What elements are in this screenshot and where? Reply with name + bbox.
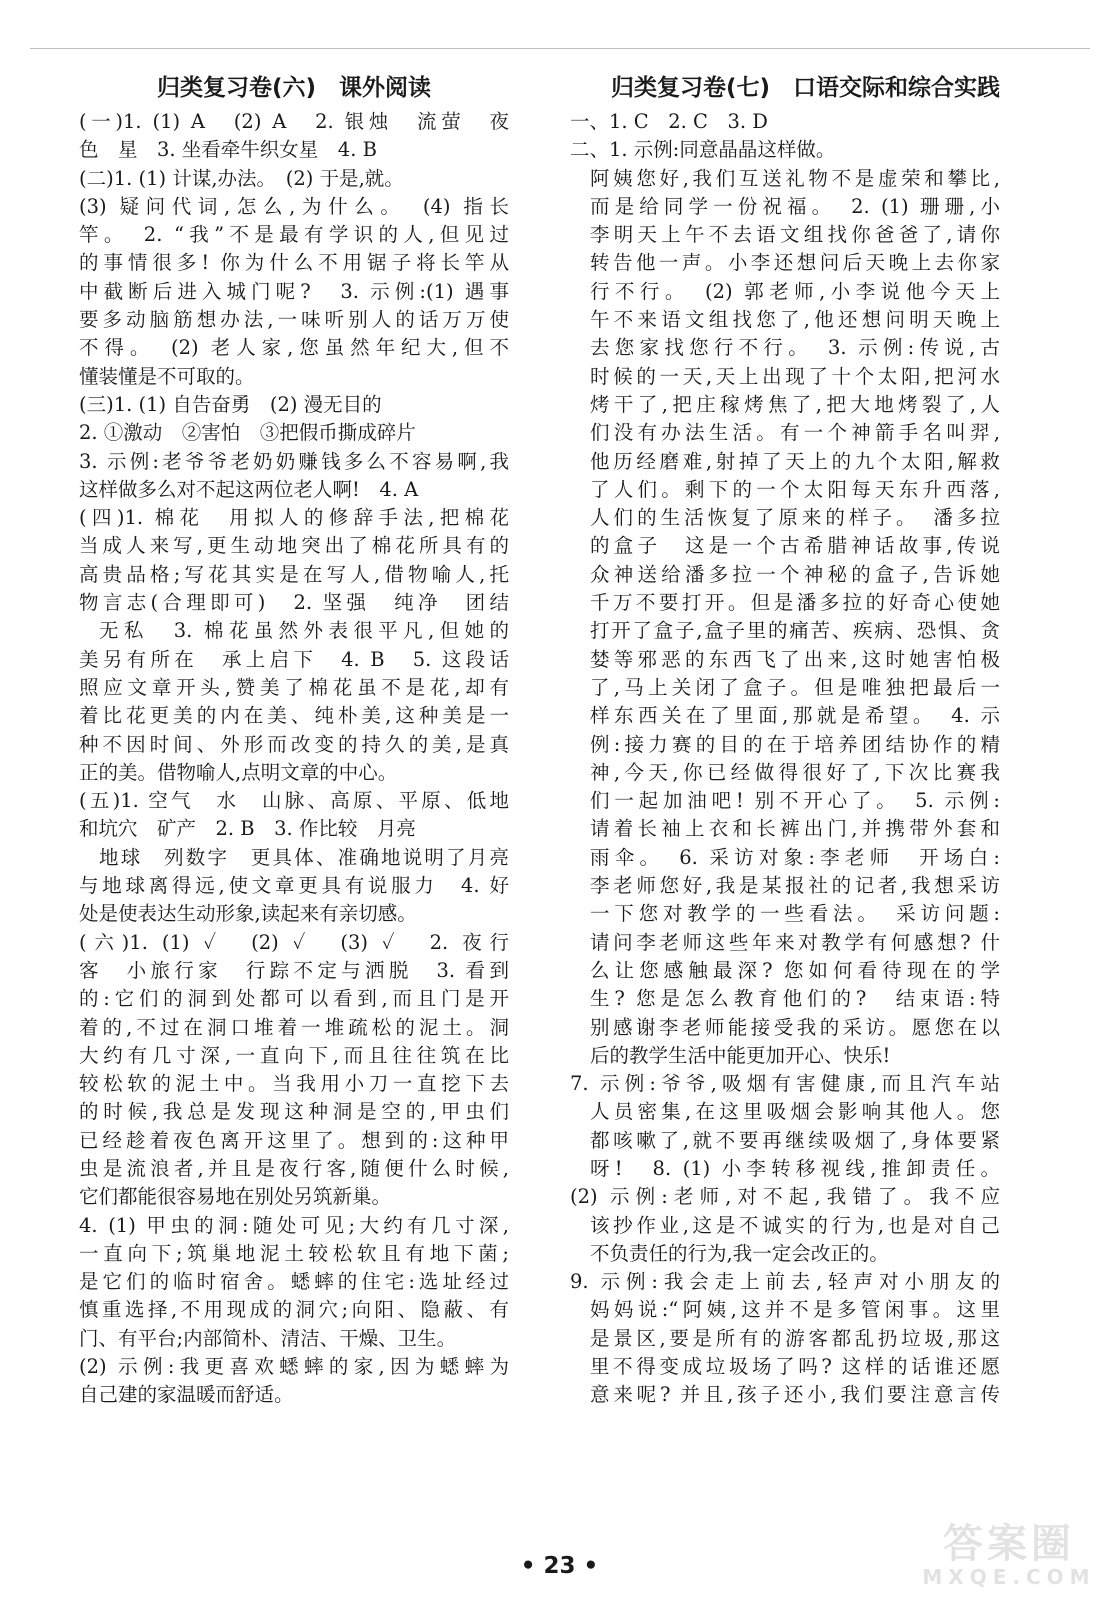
text-line: 请问李老师这些年来对教学有何感想? 什: [590, 930, 1000, 954]
section-heading-6: 归类复习卷(六) 课外阅读: [156, 75, 432, 101]
text-line: 的盒子 这是一个古希腊神话故事,传说: [590, 534, 1000, 558]
text-line: 生? 您是怎么教育他们的? 结束语:特: [590, 987, 1000, 1011]
text-line: 不负责任的行为,我一定会改正的。: [590, 1241, 889, 1265]
text-line: 和坑穴 矿产 2. B 3. 作比较 月亮: [79, 817, 416, 841]
text-line: (一)1. (1) A (2) A 2. 银烛 流萤 夜: [79, 110, 509, 133]
text-line: 不得。 (2) 老人家,您虽然年纪大,但不: [79, 336, 509, 360]
text-line: 人员密集,在这里吸烟会影响其他人。您: [590, 1100, 1000, 1124]
text-line: 虫是流浪者,并且是夜行客,随便什么时候,: [79, 1156, 509, 1180]
text-line: 的时候,我总是发现这种洞是空的,甲虫们: [79, 1100, 509, 1124]
text-line: 阿姨您好,我们互送礼物不是虚荣和攀比,: [590, 166, 1000, 190]
text-line: 是它们的临时宿舍。蟋蟀的住宅:选址经过: [79, 1270, 509, 1294]
text-line: 种不因时间、外形而改变的持久的美,是真: [79, 732, 509, 756]
left-column: [79, 72, 509, 1410]
text-line: 4. (1) 甲虫的洞:随处可见;大约有几寸深,: [79, 1213, 509, 1237]
text-line: 7. 示例:爷爷,吸烟有害健康,而且汽车站: [570, 1072, 1000, 1096]
text-line: 婪等邪恶的东西飞了出来,这时她害怕极: [590, 647, 1000, 671]
text-line: 李明天上午不去语文组找你爸爸了,请你: [590, 223, 1000, 247]
left-answer-text: [79, 108, 509, 1410]
text-line: (三)1. (1) 自告奋勇 (2) 漫无目的: [79, 392, 382, 416]
text-line: 二、1. 示例:同意晶晶这样做。: [570, 138, 836, 162]
text-line: (2) 示例:老师,对不起,我错了。我不应: [570, 1185, 1000, 1209]
text-line: 呀! 8. (1) 小李转移视线,推卸责任。: [590, 1156, 1000, 1180]
text-line: 竿。 2. “我”不是最有学识的人,但见过: [79, 223, 509, 247]
page-number: • 23 •: [520, 1553, 599, 1579]
right-answer-text: [570, 108, 1000, 1410]
section-heading-7: 归类复习卷(七) 口语交际和综合实践: [610, 75, 1000, 101]
text-line: 该抄作业,这是不诚实的行为,也是对自己: [590, 1213, 1000, 1237]
watermark-main: 答案圈: [943, 1521, 1075, 1567]
text-line: 的事情很多! 你为什么不用锯子将长竿从: [79, 251, 509, 275]
text-line: 意来呢? 并且,孩子还小,我们要注意言传: [590, 1383, 1000, 1407]
text-line: 大约有几寸深,一直向下,而且往往筑在比: [79, 1043, 509, 1067]
text-line: 2. ①激动 ②害怕 ③把假币撕成碎片: [79, 421, 416, 445]
text-line: 懂装懂是不可取的。: [79, 364, 255, 388]
text-line: 物言志(合理即可) 2. 坚强 纯净 团结: [79, 591, 509, 615]
text-line: 当成人来写,更生动地突出了棉花所具有的: [79, 534, 509, 558]
text-line: 都咳嗽了,就不要再继续吸烟了,身体要紧: [590, 1128, 1000, 1152]
text-line: 请着长袖上衣和长裤出门,并携带外套和: [590, 817, 1000, 841]
text-line: 了人们。剩下的一个太阳每天东升西落,: [590, 477, 1000, 501]
text-line: 9. 示例:我会走上前去,轻声对小朋友的: [570, 1270, 1000, 1294]
text-line: (五)1. 空气 水 山脉、高原、平原、低地: [79, 789, 509, 813]
text-line: 后的教学生活中能更加开心、快乐!: [590, 1043, 891, 1067]
text-line: 慎重选择,不用现成的洞穴;向阳、隐蔽、有: [79, 1298, 509, 1322]
text-line: 们没有办法生活。有一个神箭手名叫羿,: [590, 421, 1000, 445]
text-line: 去您家找您行不行。 3. 示例:传说,古: [590, 336, 1000, 360]
text-line: 烤干了,把庄稼烤焦了,把大地烤裂了,人: [590, 392, 1000, 416]
text-line: 较松软的泥土中。当我用小刀一直挖下去: [79, 1072, 509, 1096]
text-line: 中截断后进入城门呢? 3. 示例:(1) 遇事: [79, 279, 509, 303]
text-line: (四)1. 棉花 用拟人的修辞手法,把棉花: [79, 506, 509, 530]
text-line: 了,马上关闭了盒子。但是唯独把最后一: [590, 675, 1000, 699]
text-line: 而是给同学一份祝福。 2. (1) 珊珊,小: [590, 194, 1000, 218]
text-line: 这样做多么对不起这两位老人啊! 4. A: [79, 477, 419, 501]
text-line: 的:它们的洞到处都可以看到,而且门是开: [79, 987, 509, 1011]
text-line: 客 小旅行家 行踪不定与洒脱 3. 看到: [79, 958, 509, 982]
text-line: 雨伞。 6. 采访对象:李老师 开场白:: [590, 845, 1000, 869]
text-line: 正的美。借物喻人,点明文章的中心。: [79, 760, 398, 784]
text-line: (二)1. (1) 计谋,办法。 (2) 于是,就。: [79, 166, 404, 190]
text-line: 人们的生活恢复了原来的样子。 潘多拉: [590, 506, 1000, 530]
text-line: 神,今天,你已经做得很好了,下次比赛我: [590, 760, 1000, 784]
text-line: 地球 列数字 更具体、准确地说明了月亮: [99, 845, 509, 869]
text-line: 一下您对教学的一些看法。 采访问题:: [590, 902, 1000, 926]
text-line: 们一起加油吧! 别不开心了。 5. 示例:: [590, 789, 1000, 813]
watermark-logo: [909, 1522, 1109, 1592]
text-line: 已经趁着夜色离开这里了。想到的:这种甲: [79, 1128, 509, 1152]
text-line: 午不来语文组找您了,他还想问明天晚上: [590, 308, 1000, 332]
text-line: 李老师您好,我是某报社的记者,我想采访: [590, 874, 1000, 898]
text-line: 3. 示例:老爷爷老奶奶赚钱多么不容易啊,我: [79, 449, 509, 473]
text-line: 与地球离得远,使文章更具有说服力 4. 好: [79, 874, 509, 898]
text-line: 打开了盒子,盒子里的痛苦、疾病、恐惧、贪: [590, 619, 1000, 643]
text-line: 样东西关在了里面,那就是希望。 4. 示: [590, 704, 1000, 728]
text-line: 照应文章开头,赞美了棉花虽不是花,却有: [79, 675, 509, 699]
text-line: 着比花更美的内在美、纯朴美,这种美是一: [79, 704, 509, 728]
text-line: 行不行。 (2) 郭老师,小李说他今天上: [590, 279, 1000, 303]
text-line: 时候的一天,天上出现了十个太阳,把河水: [590, 364, 1000, 388]
text-line: 转告他一声。小李还想问后天晚上去你家: [590, 251, 1000, 275]
watermark-url: MXQE.COM: [922, 1565, 1096, 1589]
text-line: 一直向下;筑巢地泥土较松软且有地下菌;: [79, 1241, 509, 1265]
text-line: 是景区,要是所有的游客都乱扔垃圾,那这: [590, 1326, 1000, 1350]
text-line: 自己建的家温暖而舒适。: [79, 1383, 294, 1407]
text-line: 处是使表达生动形象,读起来有亲切感。: [79, 902, 417, 926]
text-line: (六)1. (1) ✓ (2) ✓ (3) ✓ 2. 夜行: [79, 930, 509, 954]
text-line: 里不得变成垃圾场了吗? 这样的话谁还愿: [590, 1355, 1000, 1379]
text-line: 别感谢李老师能接受我的采访。愿您在以: [590, 1015, 1000, 1039]
text-line: 要多动脑筋想办法,一味听别人的话万万使: [79, 308, 509, 332]
text-line: 众神送给潘多拉一个神秘的盒子,告诉她: [590, 562, 1000, 586]
text-line: (2) 示例:我更喜欢蟋蟀的家,因为蟋蟀为: [79, 1355, 509, 1379]
text-line: 例:接力赛的目的在于培养团结协作的精: [590, 732, 1000, 756]
text-line: 它们都能很容易地在别处另筑新巢。: [79, 1185, 392, 1209]
top-rule: [30, 48, 1090, 49]
text-line: 妈妈说:“阿姨,这并不是多管闲事。这里: [590, 1298, 1000, 1322]
text-line: 千万不要打开。但是潘多拉的好奇心使她: [590, 591, 1000, 615]
text-line: 他历经磨难,射掉了天上的九个太阳,解救: [590, 449, 1000, 473]
text-line: 么让您感触最深? 您如何看待现在的学: [590, 958, 1000, 982]
text-line: 着的,不过在洞口堆着一堆疏松的泥土。洞: [79, 1015, 509, 1039]
text-line: 无私 3. 棉花虽然外表很平凡,但她的: [99, 619, 509, 643]
text-line: 美另有所在 承上启下 4. B 5. 这段话: [79, 647, 509, 671]
text-line: (3) 疑问代词,怎么,为什么。 (4) 指长: [79, 194, 509, 218]
text-line: 色 星 3. 坐看牵牛织女星 4. B: [79, 138, 377, 162]
right-column: [570, 72, 1000, 1410]
text-line: 一、1. C 2. C 3. D: [570, 110, 768, 133]
text-line: 门、有平台;内部简朴、清洁、干燥、卫生。: [79, 1326, 457, 1350]
text-line: 高贵品格;写花其实是在写人,借物喻人,托: [79, 562, 509, 586]
